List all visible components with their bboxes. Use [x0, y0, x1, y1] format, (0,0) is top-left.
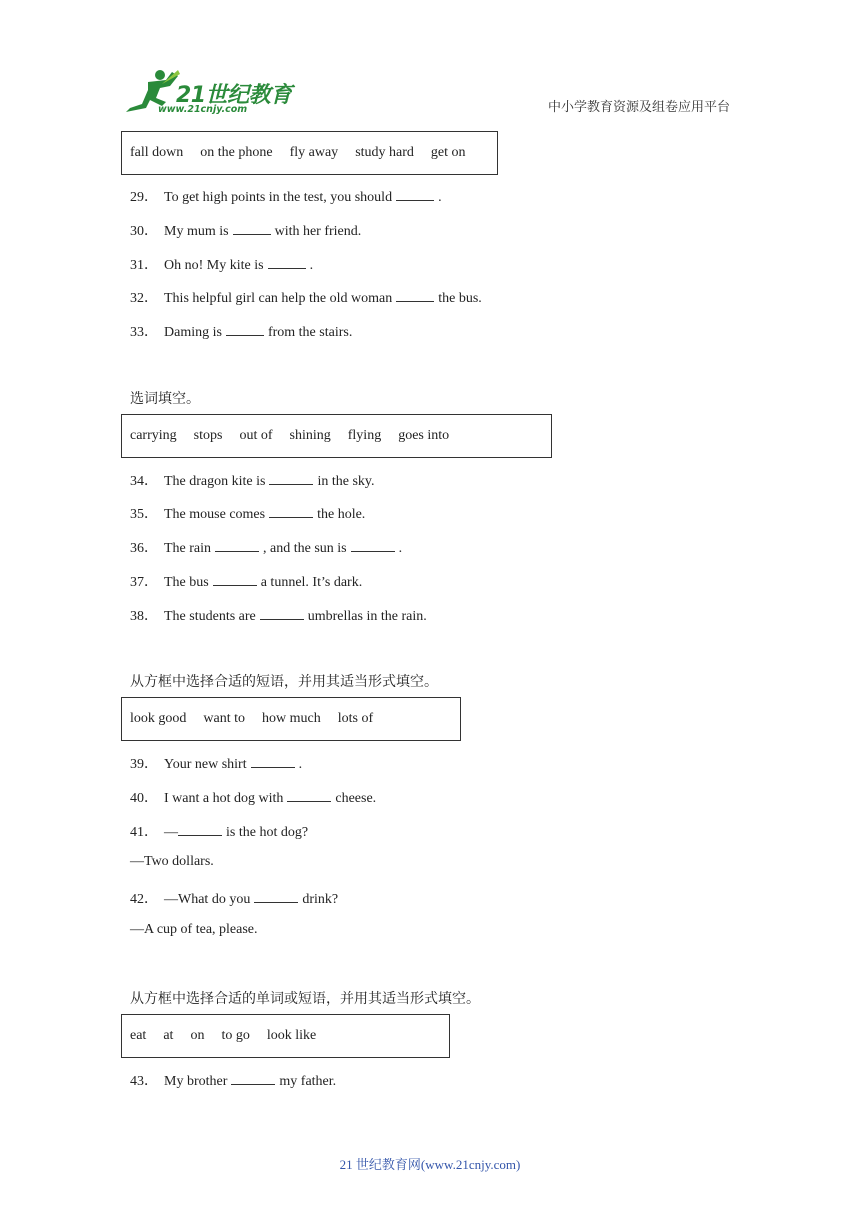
- question-29: 29． To get high points in the test, you should .: [130, 186, 442, 206]
- question-32: 32． This helpful girl can help the old woman the bus.: [130, 287, 482, 307]
- section-heading: 从方框中选择合适的短语，并用其适当形式填空。: [130, 675, 438, 690]
- answer-blank[interactable]: [178, 821, 222, 836]
- word-option: want to: [203, 711, 245, 726]
- question-40: 40． I want a hot dog with cheese.: [130, 787, 376, 807]
- word-option: carrying: [130, 428, 177, 443]
- word-option: on the phone: [200, 145, 273, 160]
- answer-blank[interactable]: [269, 503, 313, 518]
- question-35: 35． The mouse comes the hole.: [130, 503, 365, 523]
- question-39: 39． Your new shirt .: [130, 753, 302, 773]
- answer-blank[interactable]: [213, 571, 257, 586]
- answer-blank[interactable]: [351, 537, 395, 552]
- section-heading: 从方框中选择合适的单词或短语，并用其适当形式填空。: [130, 992, 480, 1007]
- answer-blank[interactable]: [260, 605, 304, 620]
- answer-blank[interactable]: [268, 254, 306, 269]
- page-footer[interactable]: 21 世纪教育网(www.21cnjy.com): [339, 1157, 521, 1172]
- question-37: 37． The bus a tunnel. It’s dark.: [130, 571, 362, 591]
- word-option: look good: [130, 711, 187, 726]
- word-option: look like: [266, 1028, 317, 1043]
- word-box-3: [121, 697, 461, 741]
- answer-blank[interactable]: [251, 753, 295, 768]
- question-43: 43． My brother my father.: [130, 1070, 336, 1090]
- word-option: study hard: [355, 145, 414, 160]
- word-option: how much: [262, 711, 321, 726]
- word-box-4: [121, 1014, 450, 1058]
- word-option: fly away: [289, 145, 339, 160]
- question-41: 41． — is the hot dog?: [130, 821, 308, 841]
- word-option: goes into: [398, 428, 450, 443]
- word-option: lots of: [337, 711, 374, 726]
- question-36: 36． The rain , and the sun is .: [130, 537, 402, 557]
- word-option: eat: [130, 1028, 147, 1043]
- answer-blank[interactable]: [231, 1070, 275, 1085]
- question-42: 42． —What do you drink?: [130, 888, 338, 908]
- word-option: stops: [193, 428, 223, 443]
- question-31: 31． Oh no! My kite is .: [130, 254, 313, 274]
- answer-blank[interactable]: [233, 220, 271, 235]
- word-option: get on: [430, 145, 466, 160]
- word-option: flying: [347, 428, 382, 443]
- question-34: 34． The dragon kite is in the sky.: [130, 470, 375, 490]
- answer-blank[interactable]: [215, 537, 259, 552]
- word-box-1: [121, 131, 498, 175]
- answer-blank[interactable]: [396, 186, 434, 201]
- question-30: 30． My mum is with her friend.: [130, 220, 361, 240]
- word-option: on: [190, 1028, 205, 1043]
- word-option: out of: [239, 428, 273, 443]
- answer-blank[interactable]: [226, 321, 264, 336]
- answer-blank[interactable]: [396, 287, 434, 302]
- logo-url: www.21cnjy.com: [158, 104, 248, 115]
- answer-blank[interactable]: [287, 787, 331, 802]
- word-option: fall down: [130, 145, 184, 160]
- word-option: shining: [289, 428, 331, 443]
- page-header: [0, 0, 860, 125]
- word-option: at: [163, 1028, 174, 1043]
- answer-42: —A cup of tea, please.: [130, 922, 258, 937]
- answer-41: —Two dollars.: [130, 854, 214, 869]
- section-heading: 选词填空。: [130, 392, 200, 407]
- logo-text: 21世纪教育: [176, 83, 292, 108]
- word-box-2: [121, 414, 552, 458]
- answer-blank[interactable]: [269, 470, 313, 485]
- question-33: 33． Daming is from the stairs.: [130, 321, 352, 341]
- header-platform-text: 中小学教育资源及组卷应用平台: [547, 99, 730, 114]
- word-option: to go: [221, 1028, 250, 1043]
- answer-blank[interactable]: [254, 888, 298, 903]
- question-38: 38． The students are umbrellas in the rain.: [130, 605, 427, 625]
